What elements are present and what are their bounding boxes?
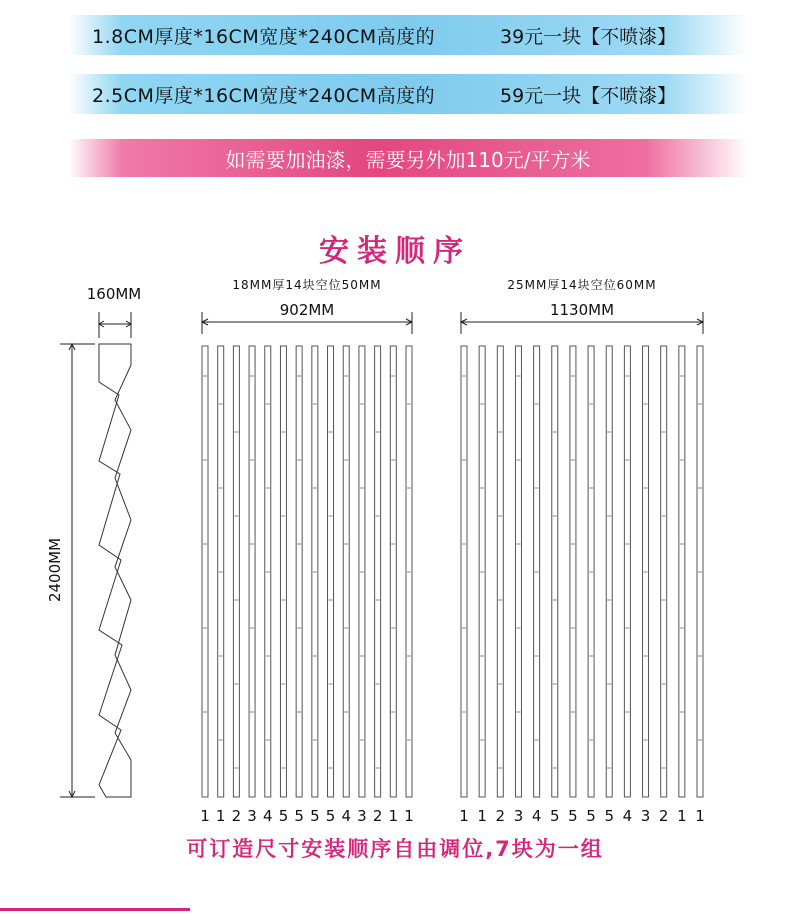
order-number: 2 [658,807,669,825]
spec-text-1: 1.8CM厚度*16CM宽度*240CM高度的 [92,25,436,48]
plank [697,346,703,797]
plank [375,346,381,797]
order-number: 3 [357,807,367,825]
plank [312,346,318,797]
order-number: 5 [549,807,560,825]
order-number: 1 [200,807,210,825]
plank [390,346,396,797]
order-number: 5 [586,807,596,825]
order-number: 4 [262,807,273,825]
plank [643,346,649,797]
plank [679,346,685,797]
price-text-1: 39元一块【不喷漆】 [500,25,677,48]
order-number: 4 [531,807,542,825]
profile-height-label: 2400MM [46,537,64,603]
plank [249,346,255,797]
order-number: 2 [372,807,383,825]
plank [265,346,271,797]
order-number: 1 [677,807,687,825]
plank [233,346,239,797]
order-number: 5 [310,807,320,825]
order-number: 4 [341,807,352,825]
order-number: 2 [231,807,242,825]
plank [661,346,667,797]
order-number: 5 [568,807,578,825]
plank [552,346,558,797]
plank [479,346,485,797]
panel-b [459,277,705,825]
order-number: 3 [513,807,524,825]
order-number: 5 [278,807,289,825]
plank [497,346,503,797]
plank [406,346,412,797]
profile-outline [99,344,131,797]
plank [296,346,302,797]
footer-note: 可订造尺寸安装顺序自由调位,7块为一组 [186,837,604,861]
panel_b-width-label: 1130MM [549,301,615,319]
order-number: 2 [495,807,506,825]
bottom-accent-rule [0,908,190,911]
profile-width-dimension [99,312,131,338]
panel_a-width-dimension [202,312,412,334]
plank [624,346,630,797]
panel_b-width-dimension [461,312,703,334]
order-number: 3 [640,807,651,825]
plank [515,346,521,797]
plank [218,346,224,797]
plank [534,346,540,797]
paint-note-text: 如需要加油漆，需要另外加110元/平方米 [225,147,591,172]
order-number: 1 [215,807,226,825]
plank [606,346,612,797]
order-number: 1 [459,807,469,825]
price-text-2: 59元一块【不喷漆】 [500,84,677,107]
panel_a-width-label: 902MM [279,301,335,319]
install-order-title: 安装顺序 [319,234,471,269]
order-number: 1 [404,807,414,825]
order-number: 4 [622,807,633,825]
plank [359,346,365,797]
order-number: 1 [695,807,705,825]
profile-height-dimension [60,344,95,797]
plank [343,346,349,797]
plank [570,346,576,797]
paint-note-banner [68,139,748,177]
order-number: 5 [604,807,615,825]
plank [328,346,334,797]
order-number: 1 [477,807,487,825]
panel_b-caption: 25MM厚14块空位60MM [507,278,657,292]
order-number: 5 [325,807,336,825]
profile-width-label: 160MM [86,285,142,303]
price-banner-2 [68,74,748,114]
order-number: 1 [388,807,399,825]
plank [461,346,467,797]
price-banner-1 [68,15,748,55]
order-number: 3 [247,807,257,825]
panel_a-caption: 18MM厚14块空位50MM [232,278,382,292]
spec-text-2: 2.5CM厚度*16CM宽度*240CM高度的 [92,84,436,107]
order-number: 5 [294,807,304,825]
plank [280,346,286,797]
panel-a [200,277,414,825]
plank [588,346,594,797]
plank [202,346,208,797]
